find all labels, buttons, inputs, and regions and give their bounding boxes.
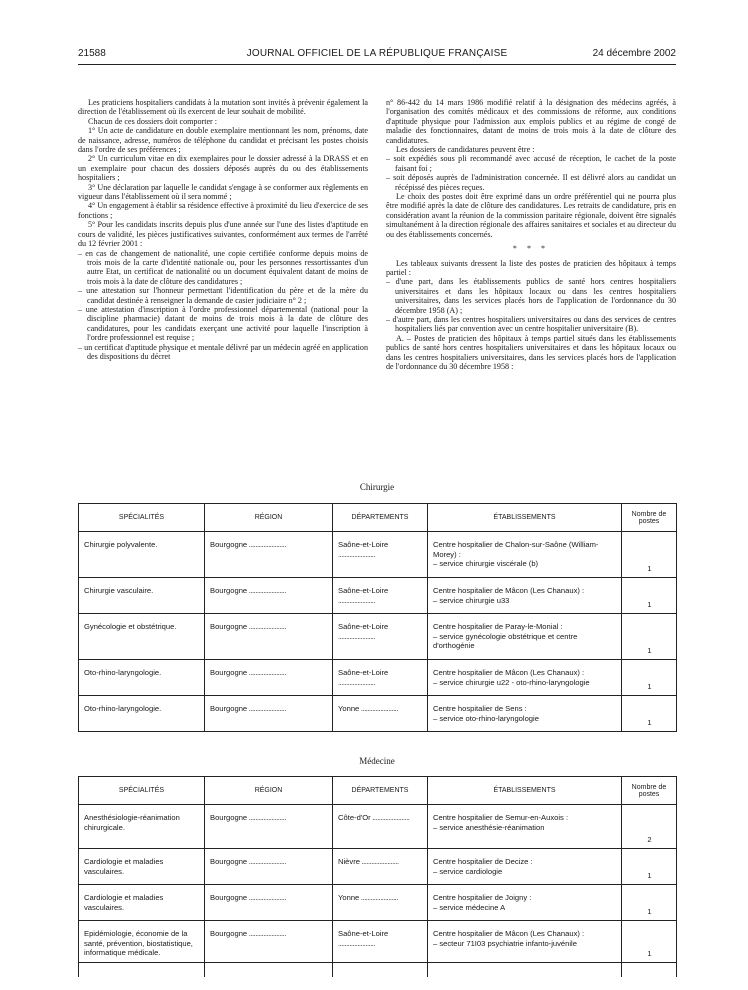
etablissement-name: Centre hospitalier de Sens :: [433, 704, 527, 713]
cell-departement-text: Saône-et-Loire .....: [338, 540, 388, 559]
cell-nombre-text: 1: [647, 906, 652, 916]
cell-region: [205, 614, 333, 660]
cell-nombre: [622, 532, 677, 578]
service-name: – service chirurgie viscérale (b): [433, 559, 539, 568]
cell-departement: [333, 614, 428, 660]
cell-nombre-text: 1: [647, 563, 652, 573]
cell-region-text: Bourgogne .....: [210, 622, 286, 631]
cell-nombre: [622, 660, 677, 696]
cell-region: [205, 885, 333, 921]
list-item: – d'autre part, dans les centres hospitaliers universitaires ou dans des services de centres hospitaliers liés par convention avec un centre hospitalier universitaire (B).: [386, 314, 676, 334]
cell-departement-text: Saône-et-Loire .....: [338, 668, 388, 687]
cell-nombre: [622, 885, 677, 921]
etablissement-name: Centre hospitalier de Paray-le-Monial :: [433, 622, 563, 631]
header-specialite: SPÉCIALITÉS: [79, 504, 205, 532]
cell-departement: [333, 885, 428, 921]
cell-region: [205, 921, 333, 963]
cell-etablissement: [428, 696, 622, 732]
cell-region-text: Bourgogne .....: [210, 668, 286, 677]
header-rule: [78, 64, 676, 65]
paragraph: Chacun de ces dossiers doit comporter :: [88, 116, 218, 126]
paragraph: 3° Une déclaration par laquelle le candidat s'engage à se conformer aux règlements en vigueur dans l'établissement où il sera nommé ;: [78, 182, 368, 202]
empty-cell: [622, 963, 677, 977]
chirurgie-table: [78, 503, 677, 732]
chirurgie-title: Chirurgie: [359, 482, 395, 492]
cell-region-text: Bourgogne .....: [210, 704, 286, 713]
header-nombre: Nombre de postes: [622, 777, 677, 805]
cell-nombre-text: 1: [647, 717, 652, 727]
service-name: – service chirurgie u33: [433, 595, 510, 605]
cell-nombre-text: 1: [647, 870, 652, 880]
cell-departement-text: Côte-d'Or .....: [338, 813, 409, 822]
cell-departement: [333, 578, 428, 614]
list-item: – soit déposés auprès de l'administration concernée. Il est délivré alors au candidat un récépissé des pièces reçues.: [386, 173, 676, 192]
cell-region: [205, 660, 333, 696]
issue-date: 24 décembre 2002: [592, 48, 676, 59]
cell-specialite-text: Cardiologie et maladies vasculaires.: [84, 857, 164, 876]
cell-nombre-text: 1: [647, 599, 652, 609]
service-name: – service oto-rhino-laryngologie: [433, 713, 539, 723]
cell-etablissement: [428, 885, 622, 921]
service-name: – service gynécologie obstétrique et centre d'orthogénie: [433, 631, 578, 650]
etablissement-name: Centre hospitalier de Mâcon (Les Chanaux) :: [433, 668, 585, 677]
cell-nombre: [622, 696, 677, 732]
cell-departement-text: Saône-et-Loire .....: [338, 586, 388, 605]
cell-region-text: Bourgogne .....: [210, 893, 286, 902]
paragraph: Les dossiers de candidatures peuvent être :: [396, 145, 535, 155]
cell-region-text: Bourgogne .....: [210, 586, 286, 595]
empty-cell: [205, 963, 333, 977]
medecine-title: Médecine: [359, 756, 395, 766]
cell-departement: [333, 532, 428, 578]
cell-nombre-text: 1: [647, 681, 652, 691]
cell-region: [205, 805, 333, 849]
paragraph: 1° Un acte de candidature en double exemplaire mentionnant les nom, prénoms, date de naissance, adresse, numéros de téléphone du candidat et précisant les postes choisis dans l'ordre de ses préférences ;: [78, 126, 368, 155]
cell-specialite: [79, 849, 205, 885]
etablissement-name: Centre hospitalier de Joigny :: [433, 893, 532, 902]
cell-specialite: [79, 532, 205, 578]
cell-departement: [333, 805, 428, 849]
cell-region: [205, 696, 333, 732]
cell-region-text: Bourgogne .....: [210, 929, 286, 938]
cell-departement-text: Saône-et-Loire .....: [338, 622, 388, 641]
service-name: – service médecine A: [433, 902, 506, 912]
service-name: – service chirurgie u22 - oto-rhino-laryngologie: [433, 677, 590, 687]
cell-etablissement: [428, 660, 622, 696]
table-row: [79, 805, 677, 849]
cell-specialite-text: Chirurgie vasculaire.: [84, 586, 154, 595]
paragraph: 2° Un curriculum vitae en dix exemplaires pour le dossier adressé à la DRASS et en un exemplaire pour chacun des dossiers déposés auprès du ou des établissements hospitaliers ;: [78, 154, 368, 183]
empty-cell: [333, 963, 428, 977]
cell-specialite: [79, 885, 205, 921]
cell-departement-text: Nièvre .....: [338, 857, 399, 866]
header-region: RÉGION: [205, 504, 333, 532]
header-etablissements: ÉTABLISSEMENTS: [428, 504, 622, 532]
etablissement-name: Centre hospitalier de Mâcon (Les Chanaux) :: [433, 586, 585, 595]
right-column: [386, 98, 676, 371]
header-region: RÉGION: [205, 777, 333, 805]
paragraph: Les praticiens hospitaliers candidats à la mutation sont invités à prévenir également la direction de l'établissement où ils exercent de leur souhait de mobilité.: [78, 98, 368, 117]
service-name: – secteur 71I03 psychiatrie infanto-juvénile: [433, 938, 577, 948]
cell-specialite: [79, 614, 205, 660]
list-item: – d'une part, dans les établissements publics de santé hors centres hospitaliers universitaires et dans les hôpitaux locaux ou dans les centres hospitaliers universitaires, dans les services placés hors de l'application de l'ordonnance du 30 décembre 1958 (A) ;: [386, 277, 676, 315]
table-row: [79, 921, 677, 963]
etablissement-name: Centre hospitalier de Chalon-sur-Saône (William-Morey) :: [433, 540, 599, 559]
header-departements: DÉPARTEMENTS: [333, 777, 428, 805]
table-row: [79, 578, 677, 614]
cell-specialite: [79, 578, 205, 614]
header-departements: DÉPARTEMENTS: [333, 504, 428, 532]
etablissement-name: Centre hospitalier de Mâcon (Les Chanaux) :: [433, 929, 585, 938]
cell-region-text: Bourgogne .....: [210, 857, 286, 866]
cell-region-text: Bourgogne .....: [210, 813, 286, 822]
cell-departement-text: Yonne .....: [338, 893, 398, 902]
cell-specialite: [79, 805, 205, 849]
empty-cell: [79, 963, 205, 977]
paragraph: n° 86-442 du 14 mars 1986 modifié relatif à la désignation des médecins agréés, à l'organisation des comités médicaux et des commissions de réforme, aux conditions d'aptitude physique pour l'admission aux emplois publics et au régime de congé de maladie des fonctionnaires, datant de moins de trois mois à la date de clôture des candidatures.: [386, 98, 676, 145]
service-name: – service anesthésie-réanimation: [433, 822, 545, 832]
cell-nombre-text: 1: [647, 948, 652, 958]
table-row: [79, 532, 677, 578]
cell-specialite-text: Oto-rhino-laryngologie.: [84, 668, 162, 677]
table-row: [79, 660, 677, 696]
journal-title: JOURNAL OFFICIEL DE LA RÉPUBLIQUE FRANÇAISE: [246, 48, 508, 59]
list-item: – un certificat d'aptitude physique et mentale délivré par un médecin agréé en application des dispositions du décret: [78, 342, 368, 361]
etablissement-name: Centre hospitalier de Semur-en-Auxois :: [433, 813, 569, 822]
header-nombre: Nombre de postes: [622, 504, 677, 532]
cell-specialite-text: Epidémiologie, économie de la santé, prévention, biostatistique, informatique médicale.: [84, 929, 193, 957]
paragraph: Le choix des postes doit être exprimé dans un ordre préférentiel qui ne pourra plus être modifié après la date de clôture des candidatures. Les retraits de candidature, pris en considération avant la réunion de la commission paritaire régionale, doivent être signalés simultanément à la direction régionale des affaires sanitaires et sociales et au directeur du ou des établissements concernés.: [386, 192, 676, 239]
cell-etablissement: [428, 614, 622, 660]
cell-specialite-text: Chirurgie polyvalente.: [84, 540, 158, 549]
cell-etablissement: [428, 805, 622, 849]
cell-departement-text: Yonne .....: [338, 704, 398, 713]
paragraph: A. – Postes de praticien des hôpitaux à temps partiel situés dans les établissements publics de santé hors centres hospitaliers universitaires et dans les hôpitaux locaux ou dans les centres hospitaliers universitaires, dans les services placés hors de l'application de l'ordonnance du 30 décembre 1958 :: [386, 333, 676, 371]
cell-nombre-text: 1: [647, 645, 652, 655]
cell-etablissement: [428, 921, 622, 963]
cell-specialite-text: Cardiologie et maladies vasculaires.: [84, 893, 164, 912]
cell-region: [205, 578, 333, 614]
cell-etablissement: [428, 578, 622, 614]
table-row-continuation: [79, 963, 677, 977]
cell-departement-text: Saône-et-Loire .....: [338, 929, 388, 948]
header-specialite: SPÉCIALITÉS: [79, 777, 205, 805]
cell-departement: [333, 660, 428, 696]
page-header: [78, 48, 676, 62]
paragraph: Les tableaux suivants dressent la liste des postes de praticien des hôpitaux à temps partiel :: [386, 258, 676, 277]
cell-region: [205, 849, 333, 885]
cell-specialite-text: Oto-rhino-laryngologie.: [84, 704, 162, 713]
cell-specialite-text: Gynécologie et obstétrique.: [84, 622, 177, 631]
cell-specialite-text: Anesthésiologie-réanimation chirurgicale.: [84, 813, 180, 832]
etablissement-name: Centre hospitalier de Decize :: [433, 857, 533, 866]
section-separator: * * *: [512, 244, 550, 254]
medecine-table: [78, 776, 677, 977]
cell-nombre: [622, 578, 677, 614]
service-name: – service cardiologie: [433, 866, 503, 876]
table-row: [79, 614, 677, 660]
left-column: [78, 98, 368, 361]
cell-region: [205, 532, 333, 578]
cell-etablissement: [428, 849, 622, 885]
cell-nombre: [622, 614, 677, 660]
empty-cell: [428, 963, 622, 977]
cell-specialite: [79, 696, 205, 732]
cell-departement: [333, 696, 428, 732]
cell-etablissement: [428, 532, 622, 578]
cell-departement: [333, 849, 428, 885]
cell-specialite: [79, 660, 205, 696]
table-row: [79, 885, 677, 921]
paragraph: 4° Un engagement à établir sa résidence effective à proximité du lieu d'exercice de ses fonctions ;: [78, 201, 368, 220]
cell-nombre-text: 2: [647, 834, 652, 844]
cell-nombre: [622, 921, 677, 963]
cell-region-text: Bourgogne .....: [210, 540, 286, 549]
table-row: [79, 849, 677, 885]
list-item: – soit expédiés sous pli recommandé avec accusé de réception, le cachet de la poste faisant foi ;: [386, 154, 676, 173]
list-item: – une attestation d'inscription à l'ordre professionnel départemental (national pour la discipline pharmacie) datant de moins de trois mois à la date de clôture des candidatures, pour les candidats exerçant une activité pour laquelle l'inscription à l'ordre professionnel est requise ;: [78, 304, 368, 343]
page-number: 21588: [78, 48, 106, 59]
cell-specialite: [79, 921, 205, 963]
header-etablissements: ÉTABLISSEMENTS: [428, 777, 622, 805]
paragraph: 5° Pour les candidats inscrits depuis plus d'une année sur l'une des listes d'aptitude en cours de validité, les pièces justificatives suivantes, conformément aux termes de l'arrêté du 12 février 2001 :: [78, 220, 368, 249]
list-item: – une attestation sur l'honneur permettant l'identification du père et de la mère du candidat destinée à renseigner la demande de casier judiciaire n° 2 ;: [78, 286, 368, 305]
list-item: – en cas de changement de nationalité, une copie certifiée conforme depuis moins de trois mois de la carte d'identité nationale ou, pour les personnes ressortissantes d'un autre Etat, un certificat de nationalité ou un document équivalent datant de moins de trois mois à la date de clôture des candidatures ;: [78, 248, 368, 286]
cell-nombre: [622, 805, 677, 849]
cell-departement: [333, 921, 428, 963]
cell-nombre: [622, 849, 677, 885]
table-row: [79, 696, 677, 732]
